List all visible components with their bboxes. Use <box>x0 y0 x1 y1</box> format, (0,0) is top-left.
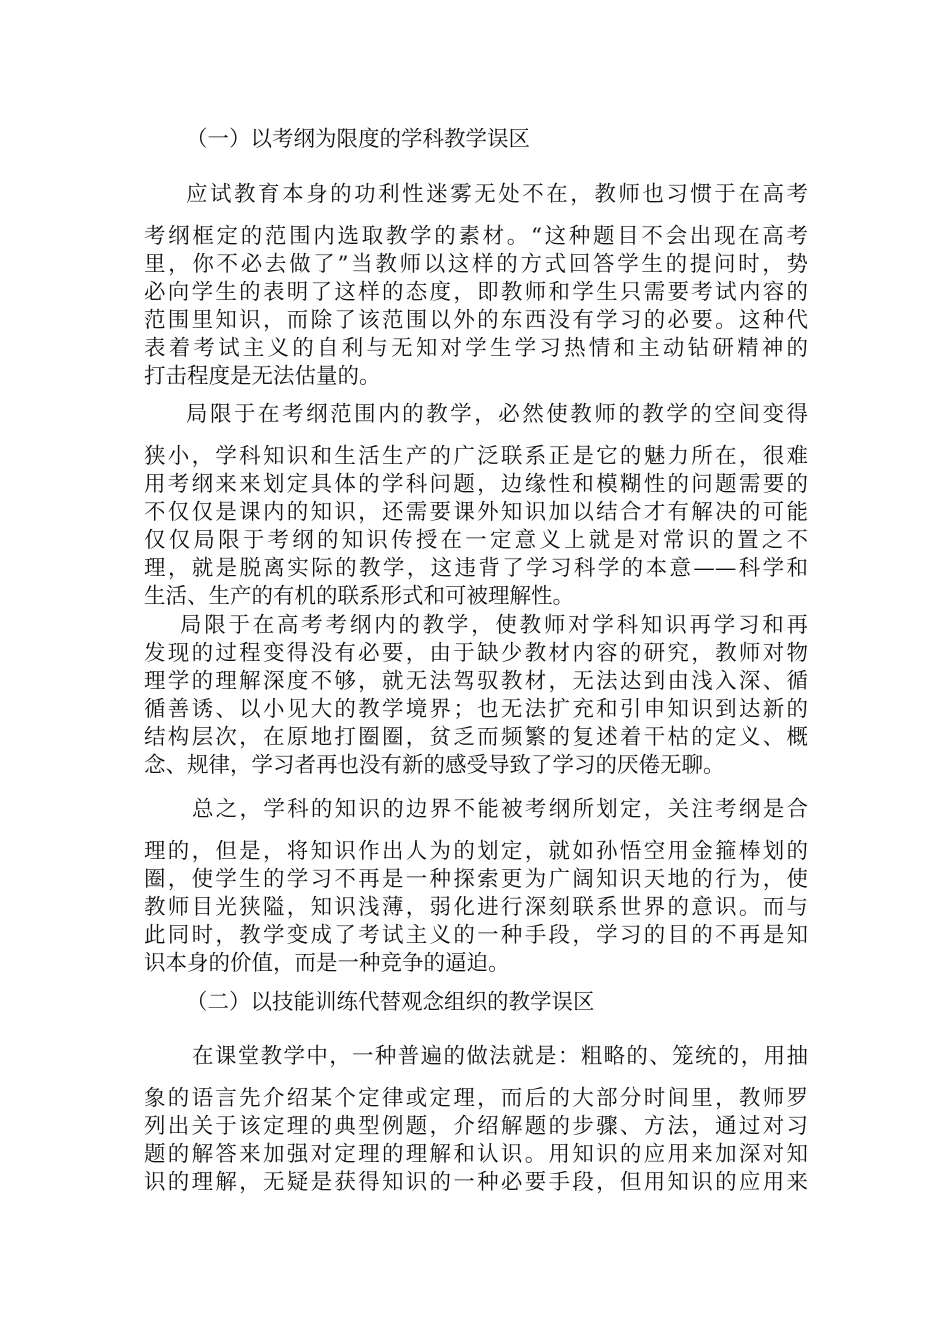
paragraph-line: 用考纲来来划定具体的学科问题，边缘性和模糊性的问题需要的 <box>144 472 808 497</box>
paragraph-line: 考纲框定的范围内选取教学的素材。“这种题目不会出现在高考 <box>144 224 808 249</box>
paragraph-line: 结构层次，在原地打圈圈，贫乏而频繁的复述着干枯的定义、概 <box>144 725 808 750</box>
paragraph-line: 局限于在高考考纲内的教学，使教师对学科知识再学习和再 <box>180 613 808 638</box>
paragraph-line: 应试教育本身的功利性迷雾无处不在，教师也习惯于在高考 <box>186 182 808 207</box>
paragraph-line: 象的语言先介绍某个定律或定理，而后的大部分时间里，教师罗 <box>144 1086 808 1111</box>
paragraph-line: 不仅仅是课内的知识，还需要课外知识加以结合才有解决的可能 <box>144 500 808 525</box>
paragraph-line: 念、规律，学习者再也没有新的感受导致了学习的厌倦无聊。 <box>144 753 725 778</box>
paragraph-line: 此同时，教学变成了考试主义的一种手段，学习的目的不再是知 <box>144 923 808 948</box>
paragraph-line: 表着考试主义的自利与无知对学生学习热情和主动钻研精神的 <box>144 336 808 361</box>
paragraph-line: 识本身的价值，而是一种竞争的逼迫。 <box>144 951 510 976</box>
paragraph-line: 狭小，学科知识和生活生产的广泛联系正是它的魅力所在，很难 <box>144 444 808 469</box>
paragraph-line: 圈，使学生的学习不再是一种探索更为广阔知识天地的行为，使 <box>144 867 808 892</box>
paragraph-3 <box>144 612 808 780</box>
paragraph-4 <box>144 796 808 978</box>
paragraph-line: 在课堂教学中，一种普遍的做法就是：粗略的、笼统的，用抽 <box>192 1044 808 1069</box>
section-heading-1: （一）以考纲为限度的学科教学误区 <box>186 127 531 152</box>
paragraph-2 <box>144 401 808 611</box>
paragraph-line: 仅仅局限于考纲的知识传授在一定意义上就是对常识的置之不 <box>144 528 808 553</box>
section-heading-2: （二）以技能训练代替观念组织的教学误区 <box>186 990 595 1015</box>
paragraph-line: 总之，学科的知识的边界不能被考纲所划定，关注考纲是合 <box>192 797 808 822</box>
paragraph-line: 识的理解，无疑是获得知识的一种必要手段，但用知识的应用来 <box>144 1170 808 1195</box>
paragraph-line: 生活、生产的有机的联系形式和可被理解性。 <box>144 584 575 609</box>
paragraph-line: 打击程度是无法估量的。 <box>144 364 381 389</box>
paragraph-line: 理学的理解深度不够，就无法驾驭教材，无法达到由浅入深、循 <box>144 669 808 694</box>
paragraph-line: 教师目光狭隘，知识浅薄，弱化进行深刻联系世界的意识。而与 <box>144 895 808 920</box>
paragraph-line: 列出关于该定理的典型例题，介绍解题的步骤、方法，通过对习 <box>144 1114 808 1139</box>
paragraph-line: 理的，但是，将知识作出人为的划定，就如孙悟空用金箍棒划的 <box>144 839 808 864</box>
paragraph-line: 理，就是脱离实际的教学，这违背了学习科学的本意——科学和 <box>144 556 808 581</box>
paragraph-line: 循善诱、以小见大的教学境界；也无法扩充和引申知识到达新的 <box>144 697 808 722</box>
paragraph-line: 发现的过程变得没有必要，由于缺少教材内容的研究，教师对物 <box>144 641 808 666</box>
paragraph-line: 必向学生的表明了这样的态度，即教师和学生只需要考试内容的 <box>144 280 808 305</box>
paragraph-line: 题的解答来加强对定理的理解和认识。用知识的应用来加深对知 <box>144 1142 808 1167</box>
paragraph-line: 范围里知识，而除了该范围以外的东西没有学习的必要。这种代 <box>144 308 808 333</box>
paragraph-5 <box>144 1043 808 1197</box>
paragraph-line: 局限于在考纲范围内的教学，必然使教师的教学的空间变得 <box>186 402 808 427</box>
paragraph-1 <box>144 181 808 391</box>
paragraph-line: 里，你不必去做了”当教师以这样的方式回答学生的提问时，势 <box>144 252 808 277</box>
